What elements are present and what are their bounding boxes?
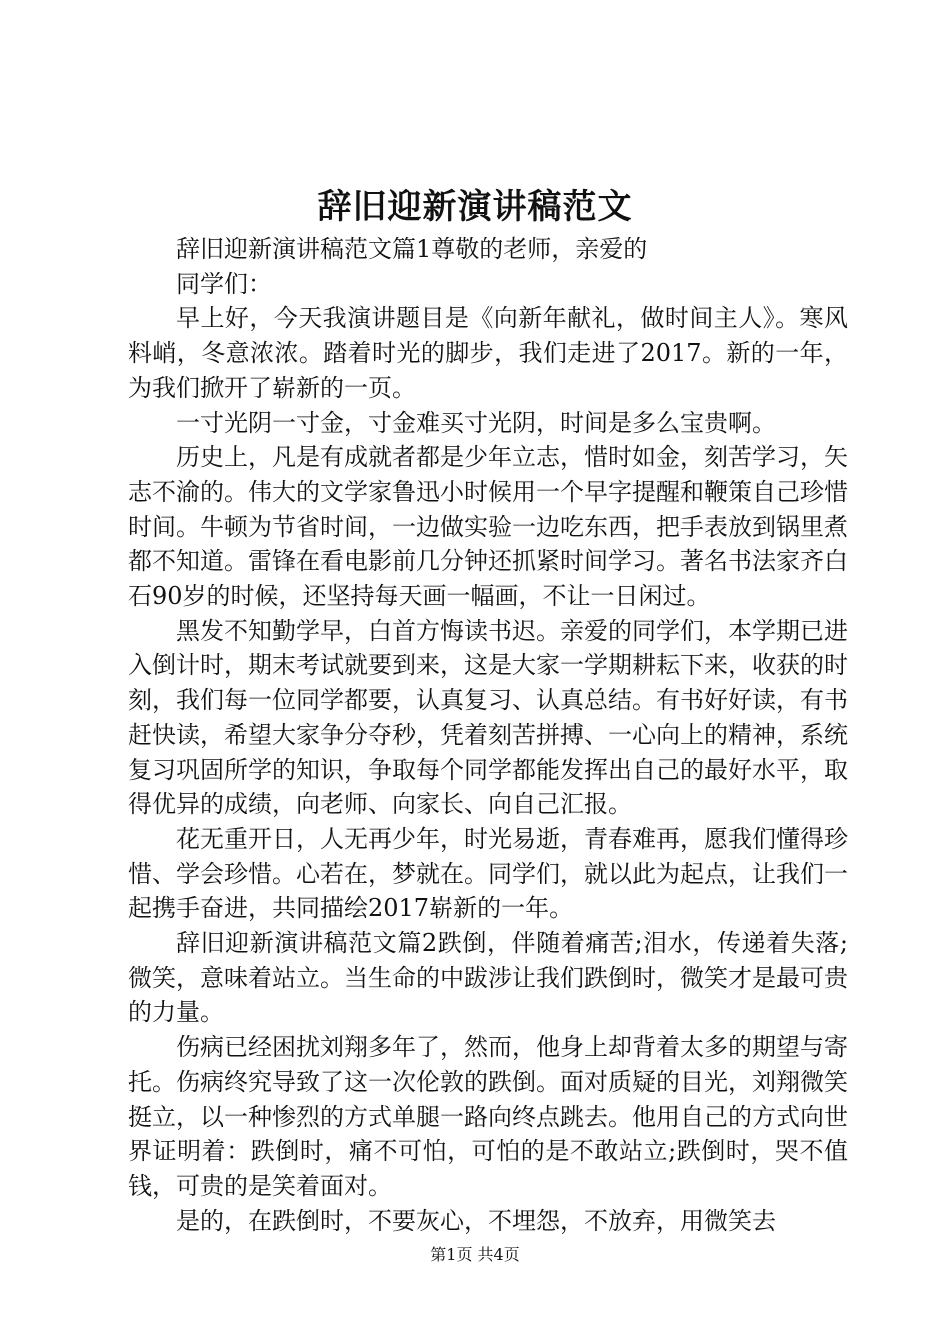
page-footer: 第1页 共4页 xyxy=(430,1245,520,1264)
paragraph: 历史上，凡是有成就者都是少年立志，惜时如金，刻苦学习，矢志不渝的。伟大的文学家鲁迅小时候用一个早字提醒和鞭策自己珍惜时间。牛顿为节省时间，一边做实验一边吃东西，把手表放到锅里煮都不知道。雷锋在看电影前几分钟还抓紧时间学习。著名书法家齐白石90岁的时候，还坚持每天画一幅画，不让一日闲过。 xyxy=(128,443,848,611)
paragraph: 黑发不知勤学早，白首方悔读书迟。亲爱的同学们，本学期已进入倒计时，期末考试就要到来，这是大家一学期耕耘下来，收获的时刻，我们每一位同学都要，认真复习、认真总结。有书好好读，有书赶快读，希望大家争分夺秒，凭着刻苦拼搏、一心向上的精神，系统复习巩固所学的知识，争取每个同学都能发挥出自己的最好水平，取得优异的成绩，向老师、向家长、向自己汇报。 xyxy=(128,616,848,819)
paragraph: 一寸光阴一寸金，寸金难买寸光阴，时间是多么宝贵啊。 xyxy=(176,408,776,437)
document-body xyxy=(128,232,848,1238)
paragraph: 伤病已经困扰刘翔多年了，然而，他身上却背着太多的期望与寄托。伤病终究导致了这一次伦敦的跌倒。面对质疑的目光，刘翔微笑挺立，以一种惨烈的方式单腿一路向终点跳去。他用自己的方式向世界证明着：跌倒时，痛不可怕，可怕的是不敢站立;跌倒时，哭不值钱，可贵的是笑着面对。 xyxy=(128,1033,848,1200)
paragraph: 早上好，今天我演讲题目是《向新年献礼，做时间主人》。寒风料峭，冬意浓浓。踏着时光的脚步，我们走进了2017。新的一年，为我们掀开了崭新的一页。 xyxy=(128,304,848,402)
paragraph: 同学们： xyxy=(176,269,272,298)
paragraph: 是的，在跌倒时，不要灰心，不埋怨，不放弃，用微笑去 xyxy=(176,1206,776,1235)
paragraph: 辞旧迎新演讲稿范文篇1尊敬的老师，亲爱的 xyxy=(176,235,648,263)
document-title: 辞旧迎新演讲稿范文 xyxy=(317,187,633,227)
paragraph: 辞旧迎新演讲稿范文篇2跌倒，伴随着痛苦;泪水，传递着失落;微笑，意味着站立。当生命的中跋涉让我们跌倒时，微笑才是最可贵的力量。 xyxy=(128,929,848,1027)
paragraph: 花无重开日，人无再少年，时光易逝，青春难再，愿我们懂得珍惜、学会珍惜。心若在，梦就在。同学们，就以此为起点，让我们一起携手奋进，共同描绘2017崭新的一年。 xyxy=(128,824,848,923)
